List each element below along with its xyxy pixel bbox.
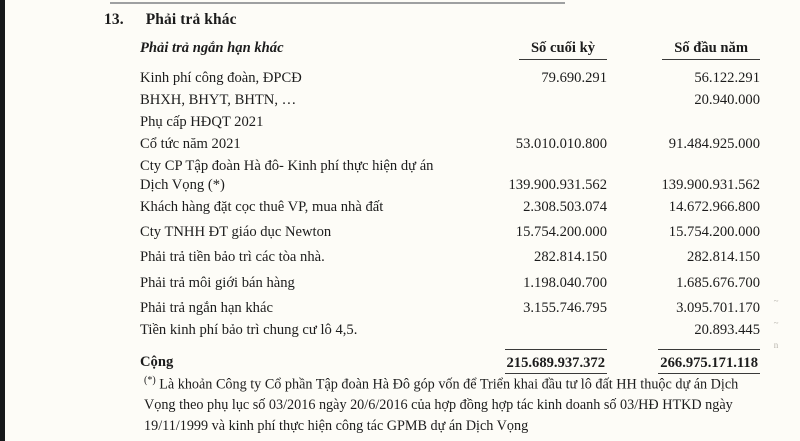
row-label: Khách hàng đặt cọc thuê VP, mua nhà đất xyxy=(140,199,384,216)
row-label: Phụ cấp HĐQT 2021 xyxy=(140,113,264,130)
row-value-current xyxy=(462,109,607,131)
row-value-previous: 14.672.966.800 xyxy=(668,199,760,216)
row-value-current: 3.155.746.795 xyxy=(523,299,608,316)
scan-edge-left xyxy=(0,0,5,441)
row-value-previous: 20.940.000 xyxy=(694,91,760,108)
note-title: Phải trả khác xyxy=(145,11,237,28)
page-top-rule xyxy=(110,2,565,4)
row-value-previous: 15.754.200.000 xyxy=(668,224,760,241)
total-value-current xyxy=(462,340,607,374)
row-value-previous xyxy=(607,109,760,131)
table-body xyxy=(140,62,760,374)
total-previous-number: 266.975.171.118 xyxy=(658,349,760,374)
footnote xyxy=(144,374,756,437)
table-row xyxy=(140,87,760,109)
row-value-previous: 282.814.150 xyxy=(687,249,760,266)
table-row xyxy=(140,132,760,154)
total-label: Cộng xyxy=(140,353,174,370)
table-row xyxy=(140,195,760,217)
table-row xyxy=(140,217,760,242)
table-row xyxy=(140,62,760,87)
footnote-text: Là khoản Công ty Cổ phần Tập đoàn Hà Đô góp vốn để Triển khai đầu tư lô đất HH thuộc dự án Dịch Vọng theo phụ lục số 03/2016 ngày 20/6/2016 của hợp đồng hợp tác kinh doanh số 03/HĐ HTKD ngày 19/11/1999 và kinh phí thực hiện công tác GPMB dự án Dịch Vọng xyxy=(144,376,739,434)
row-value-current: 15.754.200.000 xyxy=(515,224,608,241)
row-label: Kinh phí công đoàn, ĐPCĐ xyxy=(140,69,302,86)
row-value-current xyxy=(462,317,607,339)
row-value-previous: 20.893.445 xyxy=(694,321,760,338)
total-value-previous xyxy=(607,340,760,374)
column-header-previous-label: Số đầu năm xyxy=(662,40,760,60)
row-value-previous: 3.095.701.170 xyxy=(676,299,760,316)
scan-margin-marks: ~ ~ n xyxy=(773,296,779,350)
row-value-current: 79.690.291 xyxy=(541,69,608,86)
row-label: Cty CP Tập đoàn Hà đô- Kinh phí thực hiện dự án Dịch Vọng (*) xyxy=(140,158,434,193)
note-number: 13. xyxy=(104,11,124,28)
row-label: BHXH, BHYT, BHTN, … xyxy=(140,91,297,108)
row-label: Cổ tức năm 2021 xyxy=(140,136,241,153)
column-header-current-label: Số cuối kỳ xyxy=(519,40,607,60)
total-current-number: 215.689.937.372 xyxy=(505,349,608,374)
row-value-previous: 56.122.291 xyxy=(694,69,760,86)
row-value-current: 139.900.931.562 xyxy=(508,176,608,193)
table-row xyxy=(140,242,760,267)
row-label: Tiền kinh phí bảo trì chung cư lô 4,5. xyxy=(140,321,358,338)
row-label: Phải trả môi giới bán hàng xyxy=(140,274,295,291)
row-value-previous: 91.484.925.000 xyxy=(668,136,760,153)
payables-table xyxy=(140,40,760,374)
table-row xyxy=(140,154,760,195)
column-header-previous xyxy=(607,40,760,62)
table-row xyxy=(140,317,760,339)
row-value-current: 53.010.010.800 xyxy=(515,136,608,153)
table-row xyxy=(140,267,760,292)
table-row xyxy=(140,109,760,131)
row-label: Cty TNHH ĐT giáo dục Newton xyxy=(140,224,332,241)
row-label: Phải trả ngắn hạn khác xyxy=(140,299,273,316)
row-value-current: 2.308.503.074 xyxy=(523,199,608,216)
table-row xyxy=(140,292,760,317)
table-subtitle: Phải trả ngắn hạn khác xyxy=(140,40,284,56)
note-heading xyxy=(104,11,237,29)
row-value-current xyxy=(462,87,607,109)
row-value-current: 1.198.040.700 xyxy=(523,274,608,291)
table-total-row xyxy=(140,340,760,374)
footnote-marker: (*) xyxy=(144,375,156,386)
table-header-row xyxy=(140,40,760,62)
row-value-previous: 139.900.931.562 xyxy=(661,176,760,193)
row-value-current: 282.814.150 xyxy=(534,249,608,266)
row-value-previous: 1.685.676.700 xyxy=(676,274,760,291)
column-header-current xyxy=(462,40,607,62)
row-label: Phải trả tiền bảo trì các tòa nhà. xyxy=(140,249,325,266)
